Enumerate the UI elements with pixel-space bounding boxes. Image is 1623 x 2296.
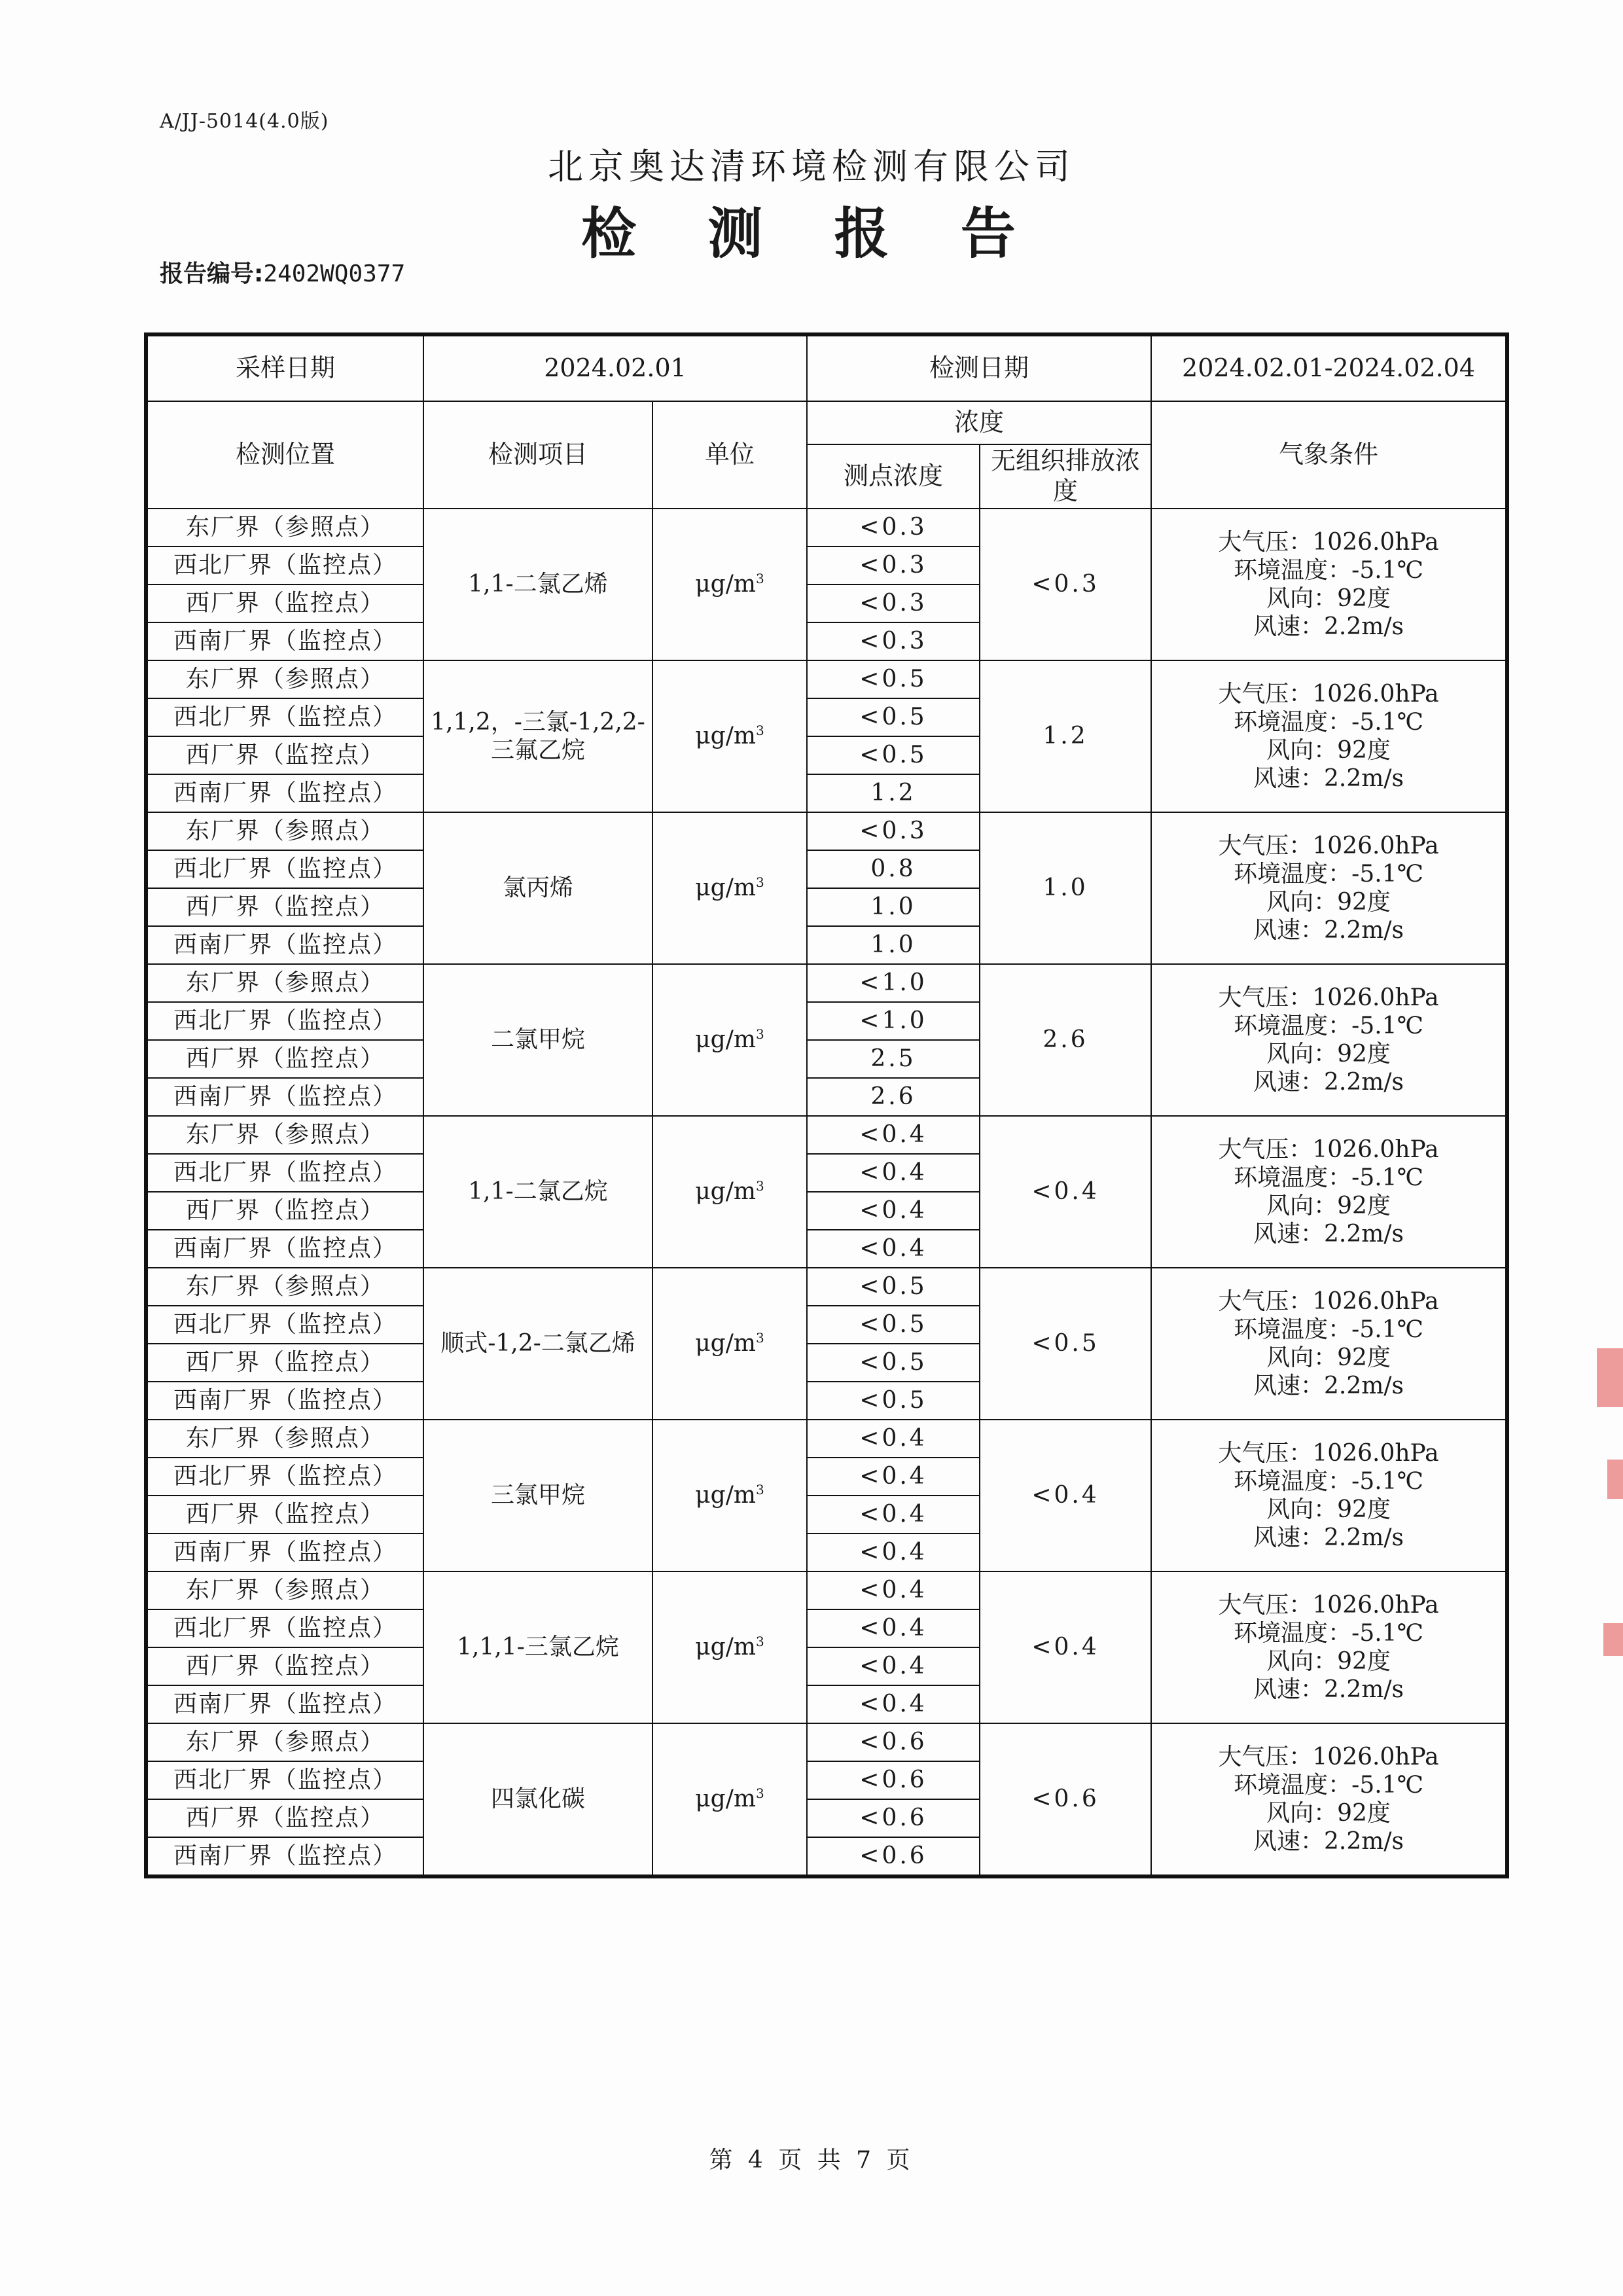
weather-wind-speed: 风速：2.2m/s — [1253, 613, 1404, 641]
table-row — [146, 660, 1507, 698]
test-item-cell: 二氯甲烷 — [423, 964, 652, 1116]
seal-edge — [1597, 1348, 1623, 1407]
unit-superscript: 3 — [756, 874, 764, 891]
weather-wind-speed: 风速：2.2m/s — [1253, 1221, 1404, 1248]
test-item-cell: 三氯甲烷 — [423, 1420, 652, 1571]
point-concentration-cell: 1.0 — [807, 888, 980, 926]
unorganized-concentration-cell: <0.4 — [980, 1420, 1151, 1571]
test-results-table — [144, 332, 1509, 1878]
weather-cell — [1151, 964, 1507, 1116]
weather-pressure: 大气压：1026.0hPa — [1218, 832, 1439, 859]
unit-superscript: 3 — [756, 1634, 764, 1650]
weather-temperature: 环境温度：-5.1℃ — [1234, 1467, 1423, 1495]
weather-temperature: 环境温度：-5.1℃ — [1234, 1316, 1423, 1343]
location-cell: 西北厂界（监控点） — [146, 1002, 423, 1040]
weather-wind-speed: 风速：2.2m/s — [1253, 917, 1404, 944]
location-cell: 东厂界（参照点） — [146, 1723, 423, 1761]
weather-temperature: 环境温度：-5.1℃ — [1234, 1771, 1423, 1799]
unit-text: μg/m — [695, 571, 756, 598]
unit-superscript: 3 — [756, 1026, 764, 1043]
weather-pressure: 大气压：1026.0hPa — [1218, 984, 1439, 1011]
point-concentration-cell: <0.5 — [807, 660, 980, 698]
sampling-date-label: 采样日期 — [146, 334, 423, 401]
weather-wind-dir: 风向：92度 — [1266, 1800, 1391, 1827]
point-concentration-cell: 2.6 — [807, 1078, 980, 1116]
location-cell: 西南厂界（监控点） — [146, 1685, 423, 1723]
unorganized-concentration-cell: <0.4 — [980, 1116, 1151, 1268]
unorganized-concentration-cell: <0.6 — [980, 1723, 1151, 1876]
point-concentration-cell: <0.6 — [807, 1799, 980, 1837]
point-concentration-cell: 0.8 — [807, 850, 980, 888]
point-concentration-cell: <0.3 — [807, 509, 980, 547]
location-cell: 西南厂界（监控点） — [146, 1534, 423, 1571]
page-number: 第 4 页 共 7 页 — [709, 2147, 914, 2174]
weather-wind-speed: 风速：2.2m/s — [1253, 1524, 1404, 1552]
test-item-cell: 顺式-1,2-二氯乙烯 — [423, 1268, 652, 1420]
weather-wind-dir: 风向：92度 — [1266, 889, 1391, 916]
unorganized-concentration-cell: 1.0 — [980, 812, 1151, 964]
location-cell: 西南厂界（监控点） — [146, 1837, 423, 1876]
table-row — [146, 812, 1507, 850]
test-item-cell: 1,1-二氯乙烷 — [423, 1116, 652, 1268]
location-cell: 东厂界（参照点） — [146, 660, 423, 698]
point-concentration-cell: <0.4 — [807, 1458, 980, 1496]
col-item: 检测项目 — [423, 401, 652, 509]
location-cell: 西南厂界（监控点） — [146, 1382, 423, 1420]
point-concentration-cell: <1.0 — [807, 1002, 980, 1040]
test-item-cell: 1,1-二氯乙烯 — [423, 509, 652, 660]
location-cell: 东厂界（参照点） — [146, 1268, 423, 1306]
weather-pressure: 大气压：1026.0hPa — [1218, 680, 1439, 708]
point-concentration-cell: <0.3 — [807, 547, 980, 584]
weather-cell — [1151, 812, 1507, 964]
weather-wind-speed: 风速：2.2m/s — [1253, 1828, 1404, 1856]
point-concentration-cell: <0.4 — [807, 1154, 980, 1192]
unit-text: μg/m — [695, 723, 756, 750]
point-concentration-cell: <0.3 — [807, 622, 980, 660]
weather-cell — [1151, 1723, 1507, 1876]
location-cell: 西厂界（监控点） — [146, 584, 423, 622]
unit-cell — [652, 1723, 807, 1876]
location-cell: 西北厂界（监控点） — [146, 547, 423, 584]
location-cell: 东厂界（参照点） — [146, 509, 423, 547]
report-number — [160, 255, 405, 289]
seal-edge — [1607, 1460, 1623, 1499]
weather-wind-dir: 风向：92度 — [1266, 1041, 1391, 1067]
weather-cell — [1151, 509, 1507, 660]
point-concentration-cell: <0.4 — [807, 1534, 980, 1571]
weather-pressure: 大气压：1026.0hPa — [1218, 1743, 1439, 1770]
point-concentration-cell: <0.4 — [807, 1420, 980, 1458]
location-cell: 西北厂界（监控点） — [146, 1458, 423, 1496]
unit-text: μg/m — [695, 1482, 756, 1509]
location-cell: 西厂界（监控点） — [146, 1496, 423, 1534]
point-concentration-cell: <0.3 — [807, 812, 980, 850]
table-row — [146, 1268, 1507, 1306]
weather-temperature: 环境温度：-5.1℃ — [1234, 556, 1423, 584]
unit-superscript: 3 — [756, 571, 764, 587]
point-concentration-cell: <0.4 — [807, 1685, 980, 1723]
table-row — [146, 1116, 1507, 1154]
point-concentration-cell: <0.4 — [807, 1192, 980, 1230]
location-cell: 西北厂界（监控点） — [146, 850, 423, 888]
weather-cell — [1151, 1571, 1507, 1723]
location-cell: 西厂界（监控点） — [146, 1192, 423, 1230]
weather-temperature: 环境温度：-5.1℃ — [1234, 708, 1423, 736]
table-row — [146, 1420, 1507, 1458]
weather-wind-speed: 风速：2.2m/s — [1253, 1372, 1404, 1400]
sampling-date: 2024.02.01 — [423, 334, 807, 401]
point-concentration-cell: <0.4 — [807, 1609, 980, 1647]
unit-text: μg/m — [695, 1178, 756, 1206]
col-unit: 单位 — [652, 401, 807, 509]
unit-text: μg/m — [695, 874, 756, 902]
weather-cell — [1151, 1420, 1507, 1571]
weather-temperature: 环境温度：-5.1℃ — [1234, 1012, 1423, 1039]
location-cell: 西厂界（监控点） — [146, 888, 423, 926]
location-cell: 西北厂界（监控点） — [146, 1609, 423, 1647]
table-row — [146, 1723, 1507, 1761]
point-concentration-cell: <0.5 — [807, 1382, 980, 1420]
test-item-cell: 1,1,2，-三氯-1,2,2-三氟乙烷 — [423, 660, 652, 812]
location-cell: 西厂界（监控点） — [146, 1040, 423, 1078]
report-number-label: 报告编号: — [160, 260, 264, 287]
location-cell: 西南厂界（监控点） — [146, 926, 423, 964]
location-cell: 西南厂界（监控点） — [146, 1230, 423, 1268]
weather-wind-dir: 风向：92度 — [1266, 1344, 1391, 1371]
location-cell: 东厂界（参照点） — [146, 1571, 423, 1609]
weather-wind-dir: 风向：92度 — [1266, 737, 1391, 764]
company-name: 北京奥达清环境检测有限公司 — [548, 146, 1075, 187]
point-concentration-cell: <0.6 — [807, 1837, 980, 1876]
point-concentration-cell: 2.5 — [807, 1040, 980, 1078]
weather-pressure: 大气压：1026.0hPa — [1218, 528, 1439, 556]
weather-pressure: 大气压：1026.0hPa — [1218, 1287, 1439, 1315]
location-cell: 西厂界（监控点） — [146, 1799, 423, 1837]
location-cell: 东厂界（参照点） — [146, 1116, 423, 1154]
report-number-value: 2402WQ0377 — [263, 260, 406, 287]
location-cell: 西南厂界（监控点） — [146, 774, 423, 812]
test-date-label: 检测日期 — [807, 334, 1151, 401]
unit-cell — [652, 812, 807, 964]
weather-cell — [1151, 1268, 1507, 1420]
test-item-cell: 1,1,1-三氯乙烷 — [423, 1571, 652, 1723]
location-cell: 西厂界（监控点） — [146, 1344, 423, 1382]
location-cell: 东厂界（参照点） — [146, 812, 423, 850]
point-concentration-cell: 1.0 — [807, 926, 980, 964]
table-row — [146, 1571, 1507, 1609]
point-concentration-cell: <1.0 — [807, 964, 980, 1002]
seal-edge — [1603, 1623, 1623, 1656]
col-concentration: 浓度 — [807, 401, 1151, 444]
unit-superscript: 3 — [756, 1482, 764, 1498]
point-concentration-cell: <0.5 — [807, 698, 980, 736]
unit-superscript: 3 — [756, 1178, 764, 1194]
location-cell: 西北厂界（监控点） — [146, 1154, 423, 1192]
weather-temperature: 环境温度：-5.1℃ — [1234, 860, 1423, 888]
unorganized-concentration-cell: <0.3 — [980, 509, 1151, 660]
unit-text: μg/m — [695, 1330, 756, 1357]
table-row — [146, 509, 1507, 547]
location-cell: 东厂界（参照点） — [146, 1420, 423, 1458]
unorganized-concentration-cell: <0.5 — [980, 1268, 1151, 1420]
weather-pressure: 大气压：1026.0hPa — [1218, 1136, 1439, 1163]
unorganized-concentration-cell: 2.6 — [980, 964, 1151, 1116]
unit-superscript: 3 — [756, 1330, 764, 1346]
unit-cell — [652, 1420, 807, 1571]
form-code: A/JJ-5014(4.0版) — [160, 110, 329, 133]
point-concentration-cell: <0.5 — [807, 1344, 980, 1382]
unit-cell — [652, 1571, 807, 1723]
location-cell: 东厂界（参照点） — [146, 964, 423, 1002]
point-concentration-cell: <0.4 — [807, 1571, 980, 1609]
col-weather: 气象条件 — [1151, 401, 1507, 509]
weather-pressure: 大气压：1026.0hPa — [1218, 1439, 1439, 1467]
test-date: 2024.02.01-2024.02.04 — [1151, 334, 1507, 401]
weather-wind-dir: 风向：92度 — [1266, 1193, 1391, 1219]
weather-cell — [1151, 1116, 1507, 1268]
document-title: 检 测 报 告 — [581, 202, 1042, 266]
unit-cell — [652, 509, 807, 660]
test-item-cell: 四氯化碳 — [423, 1723, 652, 1876]
test-item-cell: 氯丙烯 — [423, 812, 652, 964]
location-cell: 西南厂界（监控点） — [146, 1078, 423, 1116]
weather-wind-speed: 风速：2.2m/s — [1253, 765, 1404, 793]
point-concentration-cell: <0.5 — [807, 1268, 980, 1306]
unorganized-concentration-cell: <0.4 — [980, 1571, 1151, 1723]
point-concentration-cell: <0.4 — [807, 1496, 980, 1534]
col-unorganized-emission: 无组织排放浓度 — [980, 444, 1151, 509]
unit-superscript: 3 — [756, 1785, 764, 1802]
unit-superscript: 3 — [756, 723, 764, 739]
weather-wind-dir: 风向：92度 — [1266, 585, 1391, 612]
location-cell: 西厂界（监控点） — [146, 736, 423, 774]
point-concentration-cell: <0.4 — [807, 1116, 980, 1154]
point-concentration-cell: 1.2 — [807, 774, 980, 812]
location-cell: 西北厂界（监控点） — [146, 1306, 423, 1344]
point-concentration-cell: <0.3 — [807, 584, 980, 622]
unit-cell — [652, 1268, 807, 1420]
weather-cell — [1151, 660, 1507, 812]
unit-cell — [652, 964, 807, 1116]
unit-cell — [652, 1116, 807, 1268]
location-cell: 西北厂界（监控点） — [146, 698, 423, 736]
point-concentration-cell: <0.5 — [807, 1306, 980, 1344]
table-row — [146, 964, 1507, 1002]
weather-temperature: 环境温度：-5.1℃ — [1234, 1164, 1423, 1191]
weather-pressure: 大气压：1026.0hPa — [1218, 1591, 1439, 1619]
weather-wind-dir: 风向：92度 — [1266, 1496, 1391, 1523]
weather-wind-speed: 风速：2.2m/s — [1253, 1676, 1404, 1704]
unit-cell — [652, 660, 807, 812]
weather-wind-speed: 风速：2.2m/s — [1253, 1069, 1404, 1096]
unit-text: μg/m — [695, 1785, 756, 1813]
weather-temperature: 环境温度：-5.1℃ — [1234, 1619, 1423, 1647]
location-cell: 西南厂界（监控点） — [146, 622, 423, 660]
location-cell: 西厂界（监控点） — [146, 1647, 423, 1685]
unit-text: μg/m — [695, 1634, 756, 1661]
point-concentration-cell: <0.6 — [807, 1723, 980, 1761]
unorganized-concentration-cell: 1.2 — [980, 660, 1151, 812]
point-concentration-cell: <0.6 — [807, 1761, 980, 1799]
location-cell: 西北厂界（监控点） — [146, 1761, 423, 1799]
col-point-concentration: 测点浓度 — [807, 444, 980, 509]
point-concentration-cell: <0.5 — [807, 736, 980, 774]
col-location: 检测位置 — [146, 401, 423, 509]
point-concentration-cell: <0.4 — [807, 1647, 980, 1685]
weather-wind-dir: 风向：92度 — [1266, 1648, 1391, 1675]
point-concentration-cell: <0.4 — [807, 1230, 980, 1268]
unit-text: μg/m — [695, 1026, 756, 1054]
